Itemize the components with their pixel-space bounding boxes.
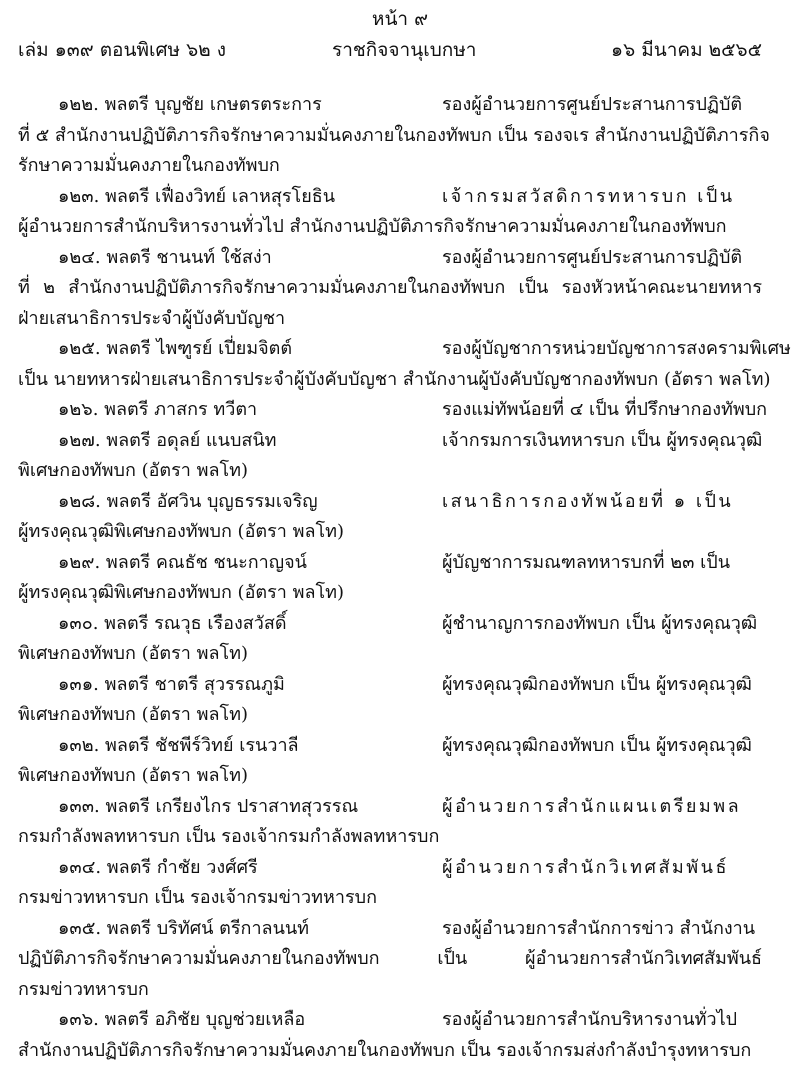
entry-first-line	[18, 243, 762, 274]
appointment-entry	[18, 90, 770, 182]
entry-name: ๑๒๖. พลตรี ภาสกร ทวีตา	[58, 399, 258, 420]
appointment-entry	[18, 1005, 762, 1066]
page-number: หน้า ๙	[371, 8, 429, 30]
appointment-entry	[18, 792, 762, 853]
entry-first-line	[18, 1005, 762, 1036]
entry-position: ผู้บัญชาการมณฑลทหารบกที่ ๒๓ เป็น	[442, 551, 731, 573]
entry-position: รองผู้อำนวยการสำนักบริหารงานทั่วไป	[442, 1009, 738, 1030]
gazette-header	[18, 36, 762, 64]
entry-position: ผู้อำนวยการสำนักวิเทศสัมพันธ์	[442, 856, 729, 878]
entry-first-line	[18, 395, 768, 426]
entry-position: ผู้ชำนาญการกองทัพบก เป็น ผู้ทรงคุณวุฒิ	[442, 612, 758, 634]
appointment-entry	[18, 395, 768, 426]
appointment-entry	[18, 609, 762, 670]
entry-continuation: ที่ ๒ สำนักงานปฏิบัติภารกิจรักษาความมั่นคงภายในกองทัพบก เป็น รองหัวหน้าคณะนายทหาร	[18, 277, 762, 298]
entry-position: รองผู้บัญชาการหน่วยบัญชาการสงครามพิเศษ	[442, 338, 791, 359]
entry-name: ๑๒๔. พลตรี ชานนท์ ใช้สง่า	[58, 246, 272, 268]
entry-first-line	[18, 90, 762, 121]
entry-first-line	[18, 853, 762, 884]
appointment-entry	[18, 426, 762, 487]
entry-continuation: สำนักงานปฏิบัติภารกิจรักษาความมั่นคงภายในกองทัพบก เป็น รองเจ้ากรมส่งกำลังบำรุงทหารบก	[18, 1039, 752, 1061]
entry-first-line	[18, 609, 762, 640]
entry-continuation: พิเศษกองทัพบก (อัตรา พลโท)	[18, 765, 249, 786]
entry-continuation: ผู้อำนวยการสำนักบริหารงานทั่วไป สำนักงานปฏิบัติภารกิจรักษาความมั่นคงภายในกองทัพบก	[18, 216, 727, 237]
entry-continuation: ฝ่ายเสนาธิการประจำผู้บังคับบัญชา	[18, 307, 286, 329]
entry-name: ๑๒๘. พลตรี อัศวิน บุญธรรมเจริญ	[58, 490, 318, 512]
entry-name: ๑๒๒. พลตรี บุญชัย เกษตรตระการ	[58, 94, 322, 115]
entry-name: ๑๒๙. พลตรี คณธัช ชนะกาญจน์	[58, 551, 307, 573]
entry-position: ผู้อำนวยการสำนักแผนเตรียมพล	[442, 795, 742, 817]
entry-name: ๑๓๕. พลตรี บริทัศน์ ตรีกาลนนท์	[58, 917, 310, 939]
appointment-entry	[18, 853, 762, 914]
entry-first-line	[18, 914, 762, 945]
gazette-title: ราชกิจจานุเบกษา	[332, 39, 477, 61]
entry-name: ๑๓๓. พลตรี เกรียงไกร ปราสาทสุวรรณ	[58, 795, 359, 817]
entry-continuation: ผู้ทรงคุณวุฒิพิเศษกองทัพบก (อัตรา พลโท)	[18, 521, 345, 542]
entry-position: เสนาธิการกองทัพน้อยที่ ๑ เป็น	[442, 490, 734, 512]
entry-continuation: เป็น นายทหารฝ่ายเสนาธิการประจำผู้บังคับบัญชา สำนักงานผู้บังคับบัญชากองทัพบก (อัตรา พลโท)	[18, 368, 771, 390]
appointment-entry	[18, 914, 762, 1006]
appointment-list	[18, 90, 791, 1066]
entry-name: ๑๓๒. พลตรี ชัชพีร์วิทย์ เรนวาลี	[58, 734, 299, 756]
issue-date: ๑๖ มีนาคม ๒๕๖๕	[611, 39, 762, 61]
entry-first-line	[18, 792, 762, 823]
appointment-entry	[18, 548, 762, 609]
entry-continuation: ที่ ๕ สำนักงานปฏิบัติภารกิจรักษาความมั่นคงภายในกองทัพบก เป็น รองจเร สำนักงานปฏิบัติภารกิจ	[18, 124, 770, 146]
appointment-entry	[18, 487, 762, 548]
entry-position: ผู้ทรงคุณวุฒิกองทัพบก เป็น ผู้ทรงคุณวุฒิ	[442, 734, 752, 756]
entry-continuation: พิเศษกองทัพบก (อัตรา พลโท)	[18, 643, 249, 664]
entry-first-line	[18, 487, 762, 518]
appointment-entry	[18, 334, 791, 395]
entry-continuation: พิเศษกองทัพบก (อัตรา พลโท)	[18, 704, 249, 725]
entry-position: เจ้ากรมการเงินทหารบก เป็น ผู้ทรงคุณวุฒิ	[442, 429, 763, 451]
entry-name: ๑๓๐. พลตรี รณวุธ เรืองสวัสดิ์	[58, 612, 287, 634]
entry-first-line	[18, 182, 762, 213]
entry-position: รองผู้อำนวยการศูนย์ประสานการปฏิบัติ	[442, 246, 743, 268]
entry-position: ผู้ทรงคุณวุฒิกองทัพบก เป็น ผู้ทรงคุณวุฒิ	[442, 673, 752, 695]
entry-position: รองผู้อำนวยการศูนย์ประสานการปฏิบัติ	[442, 94, 743, 115]
appointment-entry	[18, 182, 762, 243]
entry-position: รองแม่ทัพน้อยที่ ๔ เป็น ที่ปรึกษากองทัพบก	[442, 399, 768, 420]
entry-name: ๑๓๔. พลตรี กำชัย วงศ์ศรี	[58, 856, 258, 878]
entry-first-line	[18, 670, 762, 701]
appointment-entry	[18, 243, 762, 335]
entry-first-line	[18, 426, 762, 457]
entry-position: เจ้ากรมสวัสดิการทหารบก เป็น	[442, 185, 735, 207]
appointment-entry	[18, 670, 762, 731]
entry-first-line	[18, 548, 762, 579]
entry-first-line	[18, 334, 791, 365]
entry-position: รองผู้อำนวยการสำนักการข่าว สำนักงาน	[442, 917, 756, 939]
appointment-entry	[18, 731, 762, 792]
entry-continuation: กรมกำลังพลทหารบก เป็น รองเจ้ากรมกำลังพลทหารบก	[18, 826, 440, 847]
entry-continuation: ผู้ทรงคุณวุฒิพิเศษกองทัพบก (อัตรา พลโท)	[18, 582, 345, 603]
entry-first-line	[18, 731, 762, 762]
entry-continuation: ปฏิบัติภารกิจรักษาความมั่นคงภายในกองทัพบก เป็น ผู้อำนวยการสำนักวิเทศสัมพันธ์	[18, 948, 762, 969]
entry-continuation: กรมข่าวทหารบก เป็น รองเจ้ากรมข่าวทหารบก	[18, 887, 377, 908]
entry-name: ๑๒๗. พลตรี อดุลย์ แนบสนิท	[58, 429, 277, 451]
entry-name: ๑๒๕. พลตรี ไพฑูรย์ เปี่ยมจิตต์	[58, 338, 293, 359]
entry-name: ๑๒๓. พลตรี เฟื่องวิทย์ เลาหสุรโยธิน	[58, 185, 336, 207]
entry-name: ๑๓๑. พลตรี ชาตรี สุวรรณภูมิ	[58, 673, 285, 695]
volume-info: เล่ม ๑๓๙ ตอนพิเศษ ๖๒ ง	[18, 39, 226, 61]
entry-name: ๑๓๖. พลตรี อภิชัย บุญช่วยเหลือ	[58, 1009, 306, 1030]
entry-continuation: พิเศษกองทัพบก (อัตรา พลโท)	[18, 460, 249, 481]
entry-continuation: กรมข่าวทหารบก	[18, 978, 149, 1000]
entry-continuation: รักษาความมั่นคงภายในกองทัพบก	[18, 155, 280, 176]
